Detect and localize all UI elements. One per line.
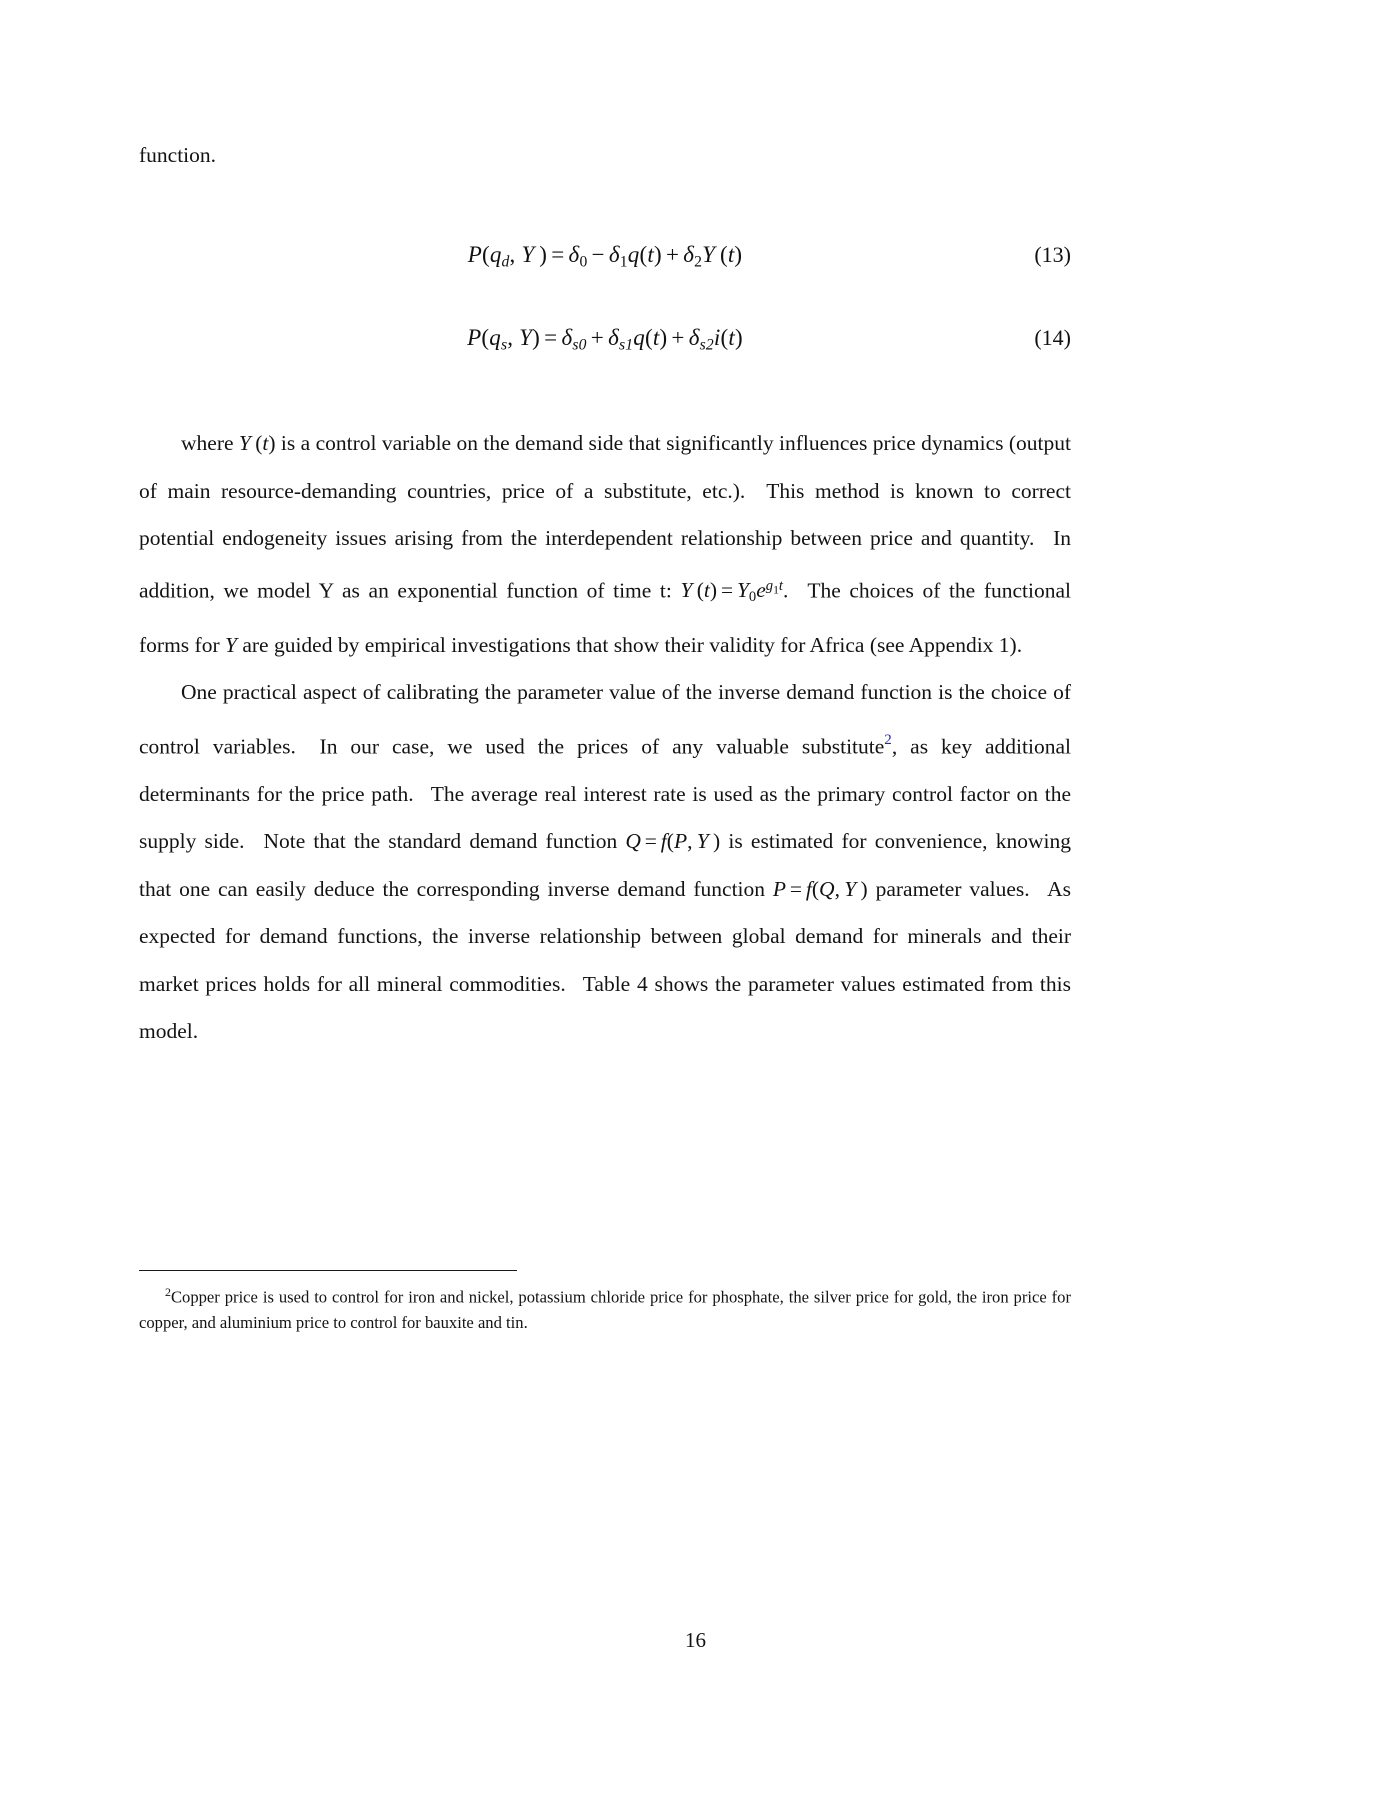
footnote-body	[139, 1280, 1071, 1336]
text-segment: parameter values. As expected for demand functions, the inverse relationship between global demand for minerals and their market prices holds for all mineral commodities. Table 4 shows the parameter values estimated from this model.	[139, 876, 1072, 1044]
page-number: 16	[685, 1628, 706, 1652]
equation-block-14	[139, 310, 1071, 373]
paragraph-where-clause	[139, 420, 1071, 669]
equation-number-13: (13)	[1034, 241, 1071, 267]
math-inline-Q-equals-f: Q = f(P, Y )	[625, 829, 721, 854]
equation-block-13	[139, 227, 1071, 290]
math-inline-Y-of-t: Y (t)	[238, 431, 276, 456]
footnote-reference-link[interactable]: 2	[884, 731, 892, 748]
page-content	[139, 132, 1071, 1056]
footnote-text: Copper price is used to control for iron and nickel, potassium chloride price for phosphate, the silver price for gold, the iron price for copper, and aluminium price to control for bauxite and tin.	[139, 1287, 1071, 1333]
math-inline-exponential-Y: Y $(t) = Y_0e^{g_1t}$	[680, 577, 783, 606]
equation-row-13	[139, 227, 1071, 290]
equation-number-14: (14)	[1034, 324, 1071, 350]
footnote-separator-rule	[139, 1270, 517, 1271]
opening-line: function.	[139, 143, 217, 167]
text-segment: are guided by empirical investigations that show their validity for Africa (see Appendix 1).	[236, 632, 1023, 657]
equation-row-14	[139, 310, 1071, 373]
footnote-section	[139, 1270, 1071, 1336]
math-inline-Y: Y	[224, 632, 237, 657]
spacer	[139, 290, 1071, 310]
paragraph-calibration	[139, 669, 1071, 1055]
equation-14-body: $P(q_s$, $Y) = \delta_{s0} + \delta_{s1}q(t) + \delta_{s2}i(t)$	[467, 324, 743, 354]
text-segment: One practical aspect of calibrating the parameter value of the inverse demand function is the choice of control variables. In our case, we used the prices of any valuable substitute	[139, 680, 1071, 759]
equation-13-body: $P(q_d$, Y ) = $\delta_0 - \delta_1q(t) + \delta_2Y$ (t)	[467, 241, 743, 270]
math-inline-P-equals-f: P = f(Q, Y )	[772, 876, 868, 901]
text-segment: , as key additional determinants for the price path. The average real interest rate is used as the primary control factor on the supply side. Note that the standard demand function	[139, 734, 1071, 854]
spacer	[139, 180, 1071, 227]
text-segment: where	[181, 431, 239, 456]
footnote-marker: 2	[165, 1285, 171, 1299]
footnote-entry	[139, 1280, 1071, 1336]
spacer	[139, 373, 1071, 420]
text-segment: is estimated for convenience, knowing that one can easily deduce the corresponding inverse demand function	[139, 829, 1071, 901]
text-segment: . The choices of the functional forms for	[139, 578, 1071, 657]
text-segment: is a control variable on the demand side that significantly influences price dynamics (output of main resource-demanding countries, price of a substitute, etc.). This method is known to correct potential endogeneity issues arising from the interdependent relationship between price and quantity. In addition, we model Y as an exponential function of time t:	[139, 431, 1071, 603]
